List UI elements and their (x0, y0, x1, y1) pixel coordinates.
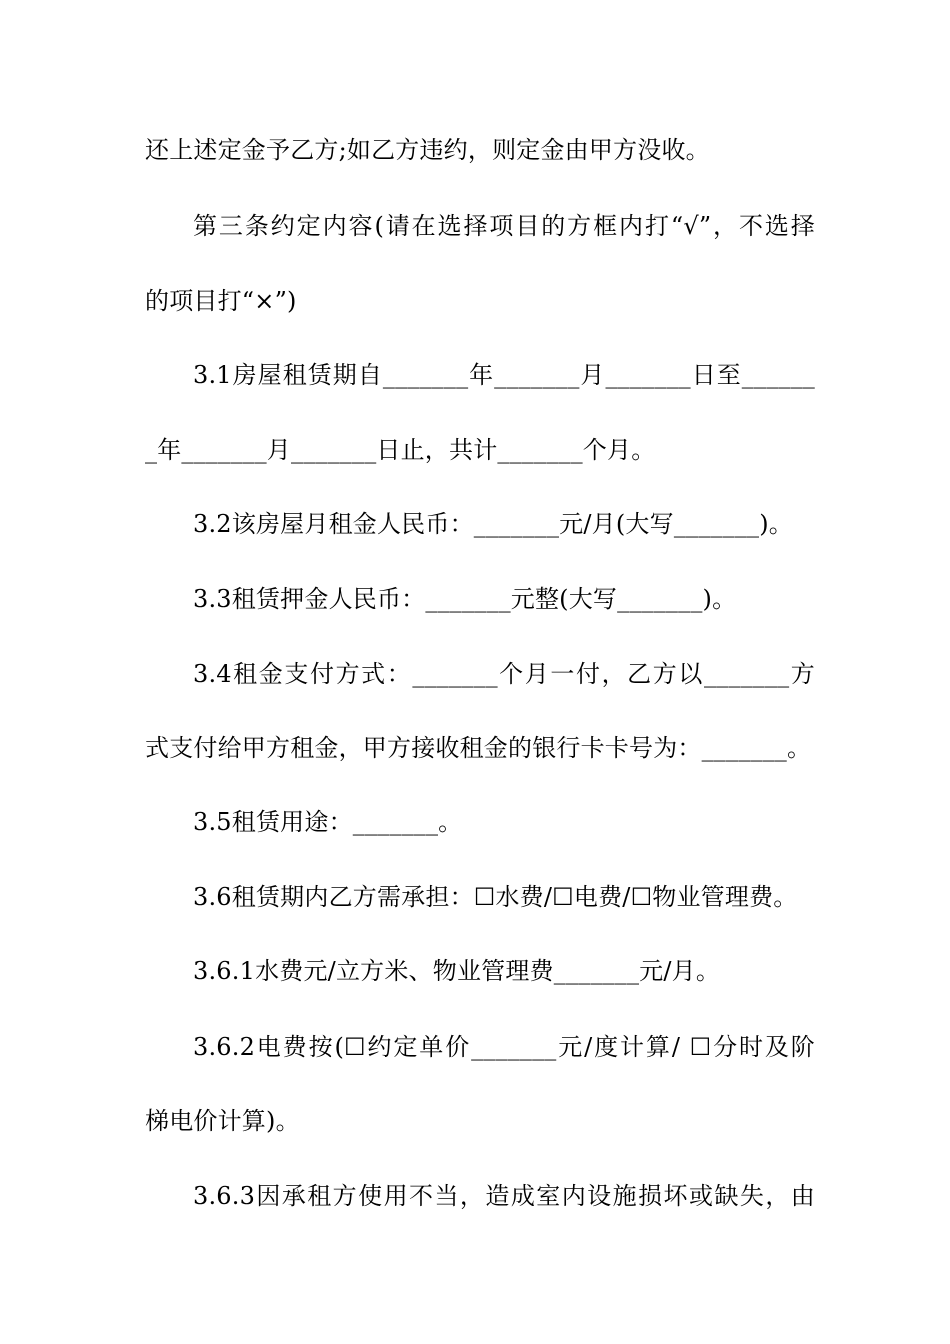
clause-3-5-lease-purpose: 3.5租赁用途：_______。 (193, 808, 463, 836)
clause-3-6-1-water-fee: 3.6.1水费元/立方米、物业管理费_______元/月。 (193, 957, 721, 985)
article-three-heading-continued: 的项目打“×”) (145, 287, 297, 315)
clause-3-4-payment-method-continued: 式支付给甲方租金，甲方接收租金的银行卡卡号为：_______。 (145, 734, 812, 762)
clause-3-6-tenant-expenses: 3.6租赁期内乙方需承担：☐水费/☐电费/☐物业管理费。 (193, 883, 798, 911)
clause-3-6-3-damage-liability: 3.6.3因承租方使用不当，造成室内设施损坏或缺失，由 (193, 1182, 815, 1210)
clause-3-6-2-electricity-fee-continued: 梯电价计算)。 (145, 1107, 300, 1135)
clause-3-1-lease-period-continued: _年_______月_______日止，共计_______个月。 (145, 436, 656, 464)
clause-3-3-security-deposit: 3.3租赁押金人民币：_______元整(大写_______)。 (193, 585, 737, 613)
article-three-heading: 第三条约定内容(请在选择项目的方框内打“√”，不选择 (193, 212, 815, 240)
clause-3-1-lease-period: 3.1房屋租赁期自_______年_______月_______日至______ (193, 361, 815, 389)
clause-3-2-monthly-rent: 3.2该房屋月租金人民币：_______元/月(大写_______)。 (193, 510, 793, 538)
clause-3-6-2-electricity-fee: 3.6.2电费按(☐约定单价_______元/度计算/ ☐分时及阶 (193, 1033, 815, 1061)
clause-3-4-payment-method: 3.4租金支付方式：_______个月一付，乙方以_______方 (193, 660, 815, 688)
paragraph-line-deposit-forfeit: 还上述定金予乙方;如乙方违约，则定金由甲方没收。 (145, 136, 710, 164)
